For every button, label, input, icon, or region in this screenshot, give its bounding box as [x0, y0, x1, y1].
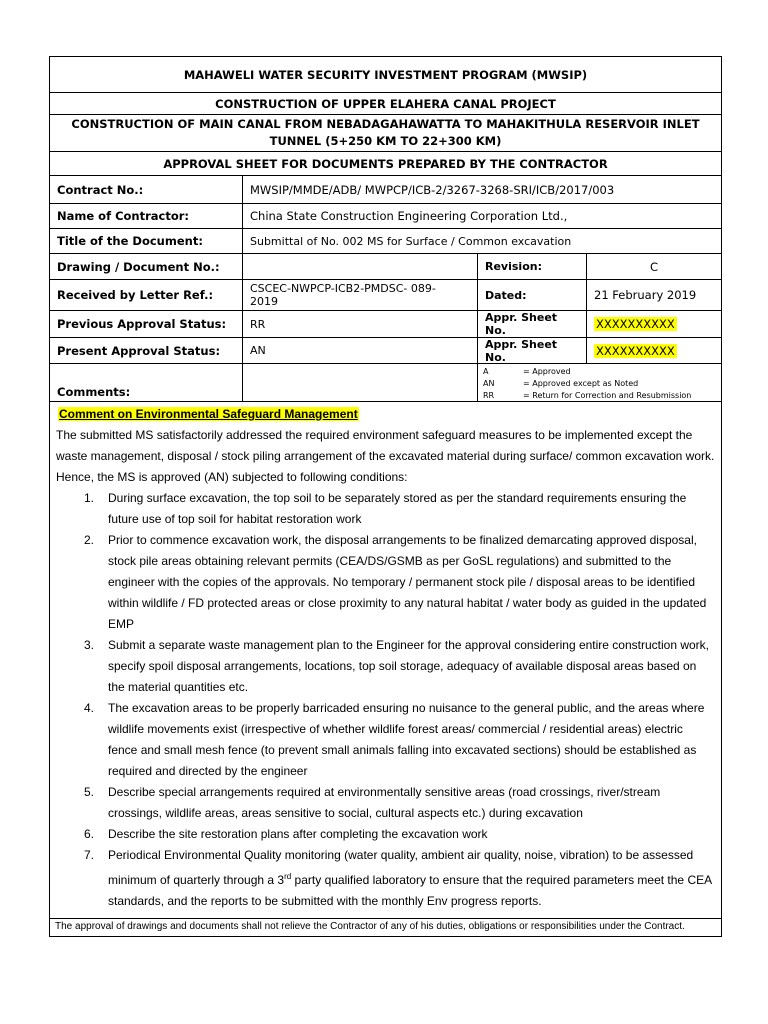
letter-row — [50, 280, 721, 311]
item-text: Describe special arrangements required at environmentally sensitive areas (road crossings, river/stream crossings, wildlife areas, areas sensitive to social, cultural aspects etc.) during excavation — [108, 785, 661, 820]
item-number: 1. — [84, 491, 95, 505]
item-text: During surface excavation, the top soil to be separately stored as per the standard requirements ensuring the future use of top soil for habitat restoration work — [108, 491, 687, 526]
list-item — [56, 488, 715, 530]
contractor-label: Name of Contractor: — [50, 204, 243, 228]
drawing-label: Drawing / Document No.: — [50, 254, 243, 279]
item-number: 4. — [84, 701, 95, 715]
contract-row — [50, 176, 721, 204]
comment-body-content — [50, 402, 721, 918]
revision-label: Revision: — [478, 254, 587, 279]
item-text: Describe the site restoration plans after completing the excavation work — [108, 827, 488, 841]
item-text: Prior to commence excavation work, the disposal arrangements to be finalized demarcating approved disposal, stock pile areas obtaining relevant permits (CEA/DS/GSMB as per GoSL regulations) and submitted to the engineer with the copies of the approvals. No temporary / permanent stock pile / disposal areas to be identified within wildlife / FD protected areas or close proximity to any natural habitat / water body as guided in the updated EMP — [108, 533, 707, 631]
conditions-list — [56, 488, 715, 912]
sheet-title: APPROVAL SHEET FOR DOCUMENTS PREPARED BY THE CONTRACTOR — [163, 156, 608, 171]
list-item — [56, 530, 715, 635]
list-item — [56, 782, 715, 824]
list-item — [56, 635, 715, 698]
item-text — [108, 845, 715, 912]
main-canal-row — [50, 115, 721, 152]
main-canal-title-line2: TUNNEL (5+250 KM TO 22+300 KM) — [269, 134, 502, 148]
legend-meaning: = Return for Correction and Resubmission — [523, 391, 692, 400]
legend-item — [483, 390, 716, 402]
dated-value: 21 February 2019 — [594, 288, 697, 302]
previous-status-label: Previous Approval Status: — [50, 311, 243, 337]
revision-value: C — [649, 259, 659, 274]
item-text-part: party qualified laboratory to ensure that the required parameters meet the CEA standards, and the reports to be submitted with the monthly Env progress reports. — [108, 873, 712, 908]
legend-item — [483, 378, 716, 390]
legend-code: AN — [483, 379, 495, 388]
comments-label: Comments: — [50, 364, 243, 401]
dated-label: Dated: — [478, 280, 587, 310]
sheet-title-row — [50, 152, 721, 176]
comments-empty-cell — [243, 364, 478, 401]
present-sheet-cell — [587, 338, 721, 363]
project-title: CONSTRUCTION OF UPPER ELAHERA CANAL PROJECT — [215, 96, 556, 111]
legend-meaning: = Approved except as Noted — [523, 379, 639, 388]
doc-title-label: Title of the Document: — [50, 229, 243, 253]
doc-title-row — [50, 229, 721, 254]
item-text: Submit a separate waste management plan to the Engineer for the approval considering entire construction work, specify spoil disposal arrangements, locations, top soil storage, adequacy of available disposal areas based on the material quantities etc. — [108, 638, 710, 694]
comment-heading: Comment on Environmental Safeguard Management — [59, 407, 358, 421]
comment-body — [50, 402, 721, 919]
list-item — [56, 824, 715, 845]
letter-value — [243, 280, 478, 310]
list-item — [56, 698, 715, 782]
doc-title-value: Submittal of No. 002 MS for Surface / Common excavation — [250, 234, 572, 248]
contract-value: MWSIP/MMDE/ADB/ MWPCP/ICB-2/3267-3268-SRI/ICB/2017/003 — [250, 182, 615, 197]
status-legend — [478, 364, 721, 401]
contractor-row — [50, 204, 721, 229]
item-number: 6. — [84, 827, 95, 841]
item-number: 3. — [84, 638, 95, 652]
drawing-row — [50, 254, 721, 280]
contract-label: Contract No.: — [50, 176, 243, 203]
previous-sheet-label: Appr. Sheet No. — [478, 311, 587, 337]
previous-sheet-cell — [587, 311, 721, 337]
previous-status-row — [50, 311, 721, 338]
present-status-label: Present Approval Status: — [50, 338, 243, 363]
contractor-value: China State Construction Engineering Corporation Ltd., — [250, 209, 568, 223]
list-item — [56, 845, 715, 912]
legend-meaning: = Approved — [523, 367, 571, 376]
item-number: 2. — [84, 533, 95, 547]
present-status-row — [50, 338, 721, 364]
present-sheet-label: Appr. Sheet No. — [478, 338, 587, 363]
main-canal-title-line1: CONSTRUCTION OF MAIN CANAL FROM NEBADAGAHAWATTA TO MAHAKITHULA RESERVOIR INLET — [71, 117, 700, 131]
comments-row — [50, 364, 721, 402]
previous-sheet-value: XXXXXXXXXX — [596, 317, 675, 331]
item-text: The excavation areas to be properly barricaded ensuring no nuisance to the general public, and the areas where wildlife movements exist (irrespective of whether wildlife forest areas/ commercial / residential areas) electric fence and small mesh fence (to prevent small animals falling into excavated sections) should be established as required and directed by the engineer — [108, 701, 705, 778]
program-title-row — [50, 57, 721, 93]
item-number: 7. — [84, 848, 95, 862]
item-text-part: Periodical Environmental Quality monitoring (water quality, ambient air quality, noise, vibration) to be assessed minimum of quarterly through a 3 — [108, 848, 694, 887]
project-title-row — [50, 93, 721, 115]
approval-sheet — [49, 56, 722, 937]
comment-intro: The submitted MS satisfactorily addressed the required environment safeguard measures to be implemented except the waste management, disposal / stock piling arrangement of the excavated material during surface/ common excavation work. Hence, the MS is approved (AN) subjected to following conditions: — [56, 428, 715, 484]
legend-code: RR — [483, 391, 495, 400]
letter-value-line2: 2019 — [250, 295, 278, 308]
program-title: MAHAWELI WATER SECURITY INVESTMENT PROGRAM (MWSIP) — [183, 67, 588, 82]
drawing-value — [243, 254, 478, 279]
item-superscript: rd — [284, 872, 292, 881]
letter-label: Received by Letter Ref.: — [50, 280, 243, 310]
legend-item — [483, 366, 716, 378]
item-number: 5. — [84, 785, 95, 799]
present-sheet-value: XXXXXXXXXX — [596, 343, 675, 358]
present-status-value: AN — [243, 338, 478, 363]
letter-value-line1: CSCEC-NWPCP-ICB2-PMDSC- 089- — [250, 282, 436, 295]
legend-code: A — [483, 367, 489, 376]
previous-status-value: RR — [243, 311, 478, 337]
footer-note: The approval of drawings and documents shall not relieve the Contractor of any of his duties, obligations or responsibilities under the Contract. — [55, 921, 685, 932]
